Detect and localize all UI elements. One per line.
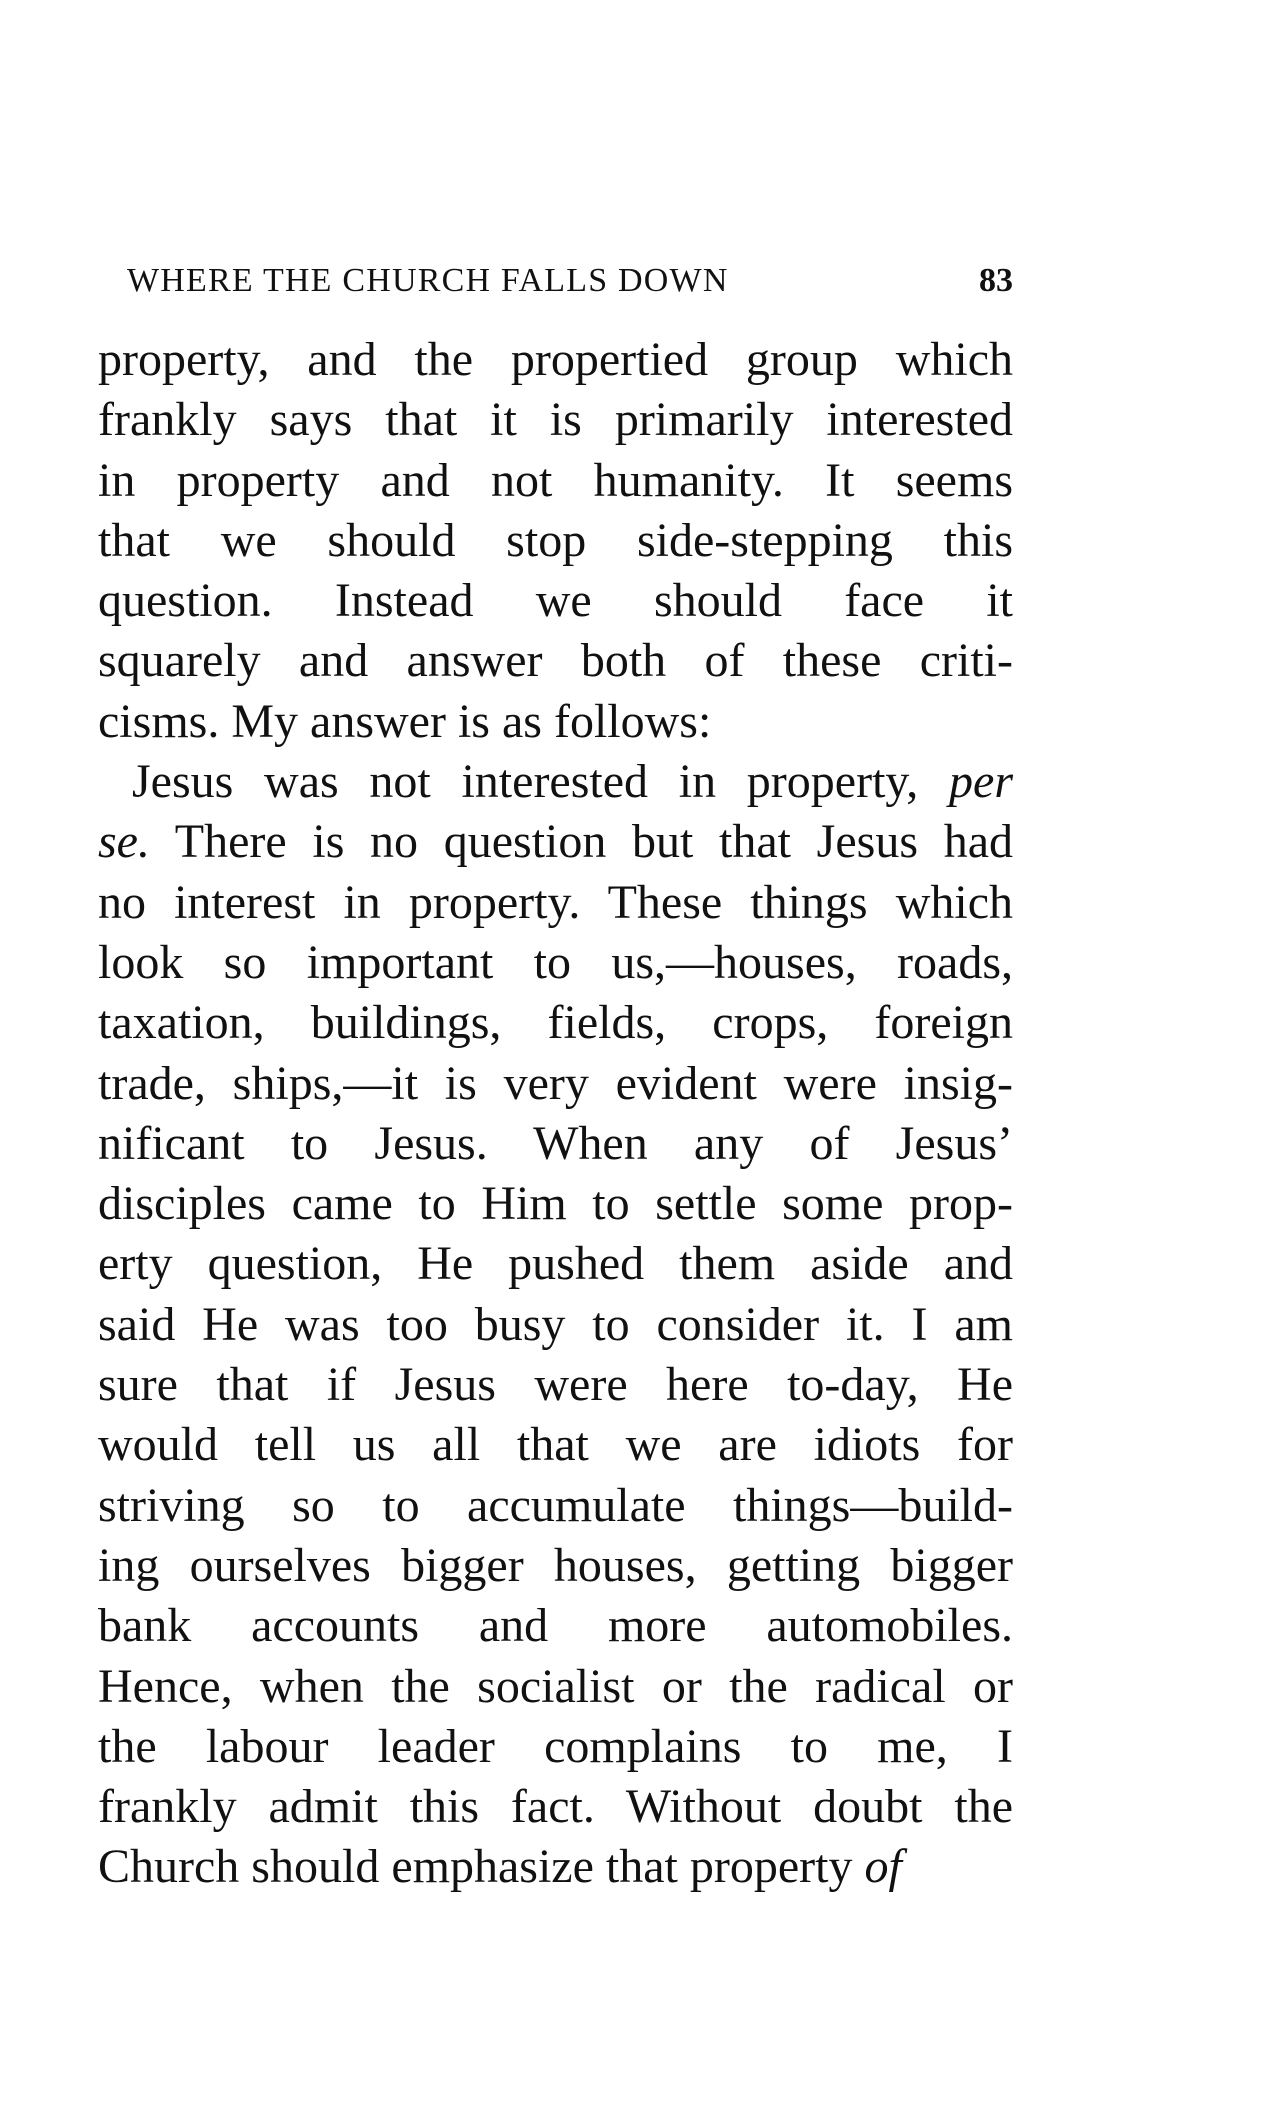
text-run: Jesus was not interested in property, [132,755,950,809]
text-line: look so important to us,—houses, roads, [98,935,1013,989]
text-line: sure that if Jesus were here to-day, He [98,1358,1013,1412]
italic-run: of [864,1840,902,1894]
text-line: Hence, when the socialist or the radical or [98,1659,1013,1713]
page-number: 83 [979,262,1013,299]
text-line: question. Instead we should face it [98,574,1013,628]
text-line: erty question, He pushed them aside and [98,1237,1013,1291]
text-run: There is no question but that Jesus had [149,815,1013,869]
text-line: taxation, buildings, fields, crops, foreign [98,996,1013,1050]
text-line: property, and the propertied group which [98,333,1013,386]
italic-run: per [949,755,1013,809]
text-line: cisms. My answer is as follows: [98,694,712,748]
text-line: squarely and answer both of these criti- [98,634,1013,688]
text-line: would tell us all that we are idiots for [98,1418,1013,1472]
body-text [98,330,1013,1898]
running-head [127,262,1013,300]
text-line: nificant to Jesus. When any of Jesus’ [98,1116,1013,1170]
text-line: frankly says that it is primarily interested [98,393,1013,447]
text-line: that we should stop side-stepping this [98,513,1013,567]
text-line: ing ourselves bigger houses, getting bigger [98,1538,1013,1592]
text-line: trade, ships,—it is very evident were insig- [98,1056,1013,1110]
text-line [98,752,1013,812]
text-line [98,812,1013,872]
text-line: the labour leader complains to me, I [98,1719,1013,1773]
text-line: striving so to accumulate things—build- [98,1478,1013,1532]
text-run: Church should emphasize that property [98,1840,865,1894]
running-head-title: WHERE THE CHURCH FALLS DOWN [127,262,729,299]
text-line: bank accounts and more automobiles. [98,1599,1013,1653]
text-line: in property and not humanity. It seems [98,453,1013,507]
italic-run: se. [98,815,150,869]
text-line: said He was too busy to consider it. I am [98,1297,1013,1351]
text-line: disciples came to Him to settle some prop- [98,1177,1013,1231]
text-line: frankly admit this fact. Without doubt the [98,1780,1013,1834]
text-line: no interest in property. These things which [98,875,1013,929]
text-line [98,1837,1013,1897]
